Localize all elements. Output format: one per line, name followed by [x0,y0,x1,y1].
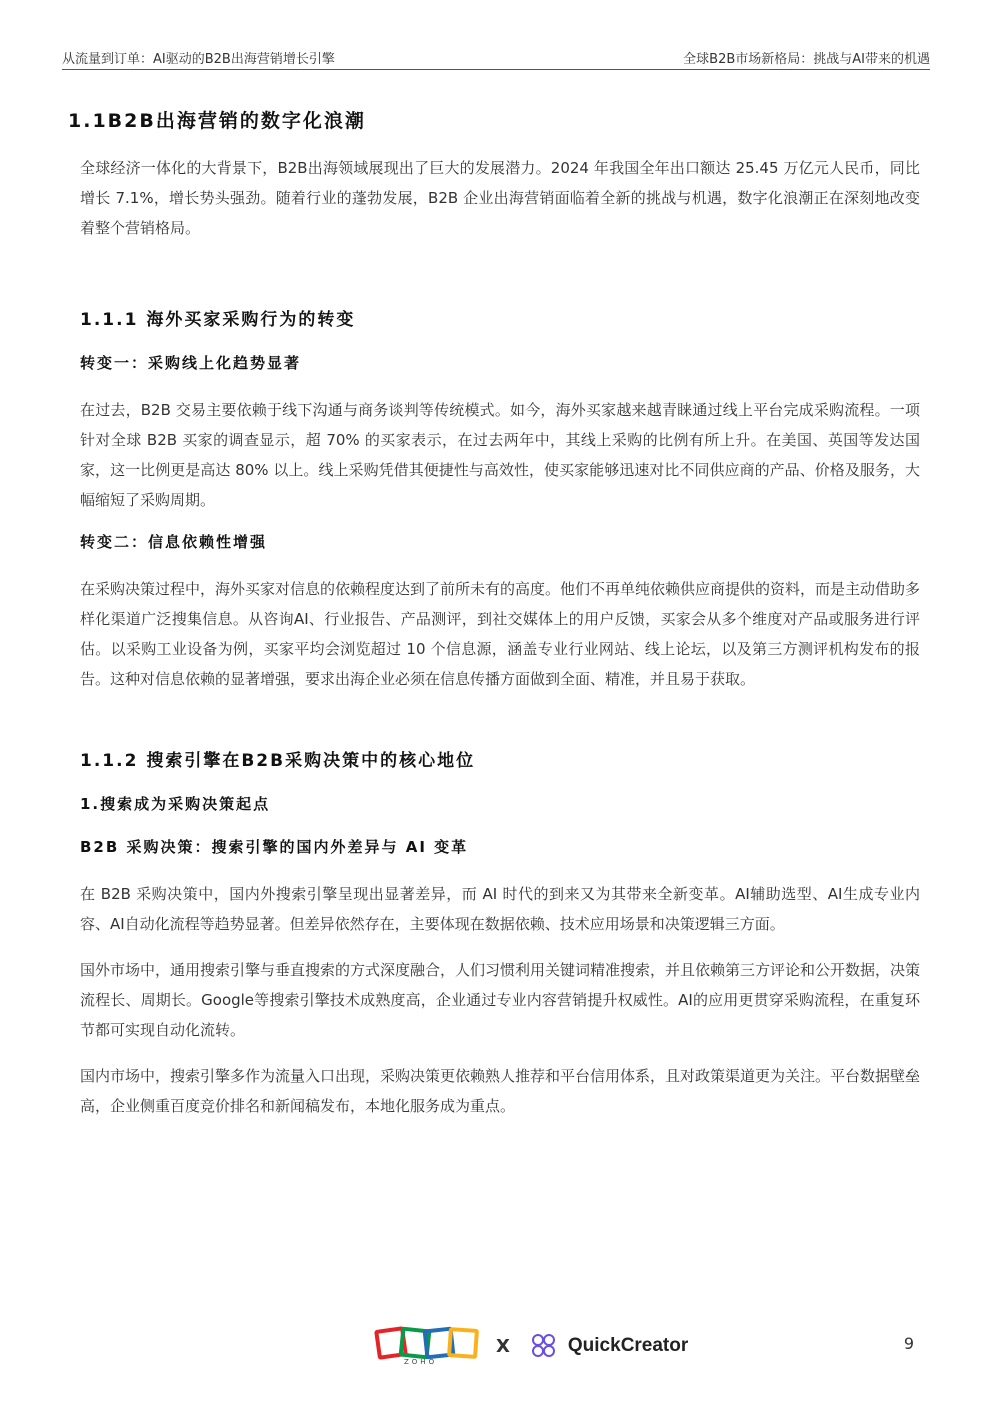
page-number: 9 [903,1334,914,1353]
header-left-title: 从流量到订单：AI驱动的B2B出海营销增长引擎 [62,51,335,67]
point1-heading: 1.搜索成为采购决策起点 [80,795,271,813]
main-content [68,100,921,1137]
header-right-title: 全球B2B市场新格局：挑战与AI带来的机遇 [683,51,930,67]
section-intro: 全球经济一体化的大背景下，B2B出海领域展现出了巨大的发展潜力。2024 年我国全年出口额达 25.45 万亿元人民币，同比增长 7.1%，增长势头强劲。随着行业的蓬勃发展，B2B 企业出海营销面临着全新的挑战与机遇，数字化浪潮正在深刻地改变着整个营销格局。 [80,159,920,237]
section-title: 1.1B2B出海营销的数字化浪潮 [68,110,366,132]
change2-heading: 转变二：信息依赖性增强 [80,533,268,551]
header-divider [62,69,930,70]
zoho-logo [376,1326,476,1366]
change1-paragraph: 在过去，B2B 交易主要依赖于线下沟通与商务谈判等传统模式。如今，海外买家越来越青睐通过线上平台完成采购流程。一项针对全球 B2B 买家的调查显示，超 70% 的买家表示，在过去两年中，其线上采购的比例有所上升。在美国、英国等发达国家，这一比例更是高达 80% 以上。线上采购凭借其便捷性与高效性，使买家能够迅速对比不同供应商的产品、价格及服务，大幅缩短了采购周期。 [80,401,920,509]
page-header [62,46,930,68]
quickcreator-icon [530,1332,558,1360]
search-paragraph-1: 在 B2B 采购决策中，国内外搜索引擎呈现出显著差异，而 AI 时代的到来又为其带来全新变革。AI辅助选型、AI生成专业内容、AI自动化流程等趋势显著。但差异依然存在，主要体现在数据依赖、技术应用场景和决策逻辑三方面。 [80,885,920,933]
search-paragraph-2: 国外市场中，通用搜索引擎与垂直搜索的方式深度融合，人们习惯利用关键词精准搜索，并且依赖第三方评论和公开数据，决策流程长、周期长。Google等搜索引擎技术成熟度高，企业通过专业内容营销提升权威性。AI的应用更贯穿采购流程，在重复环节都可实现自动化流转。 [80,961,921,1039]
footer-logos [376,1326,688,1366]
search-paragraph-3: 国内市场中，搜索引擎多作为流量入口出现，采购决策更依赖熟人推荐和平台信用体系，且对政策渠道更为关注。平台数据壁垒高，企业侧重百度竞价排名和新闻稿发布，本地化服务成为重点。 [80,1067,921,1115]
zoho-logo-box-yellow [447,1327,479,1359]
change1-heading: 转变一：采购线上化趋势显著 [80,354,302,372]
subsection-title-1-1-2: 1.1.2 搜索引擎在B2B采购决策中的核心地位 [80,751,476,771]
change2-paragraph: 在采购决策过程中，海外买家对信息的依赖程度达到了前所未有的高度。他们不再单纯依赖供应商提供的资料，而是主动借助多样化渠道广泛搜集信息。从咨询AI、行业报告、产品测评，到社交媒体上的用户反馈，买家会从多个维度对产品或服务进行评估。以采购工业设备为例，买家平均会浏览超过 10 个信息源，涵盖专业行业网站、线上论坛，以及第三方测评机构发布的报告。这种对信息依赖的显著增强，要求出海企业必须在信息传播方面做到全面、精准，并且易于获取。 [80,580,921,688]
spacer [80,259,920,305]
zoho-logo-word: ZOHO [404,1358,438,1366]
quickcreator-logo [530,1332,688,1360]
spacer [80,710,920,746]
quickcreator-brand-name: QuickCreator [567,1335,689,1356]
partnership-times: X [496,1335,510,1357]
subsection-title-1-1-1: 1.1.1 海外买家采购行为的转变 [80,310,356,330]
point2-heading: B2B 采购决策：搜索引擎的国内外差异与 AI 变革 [80,838,469,856]
